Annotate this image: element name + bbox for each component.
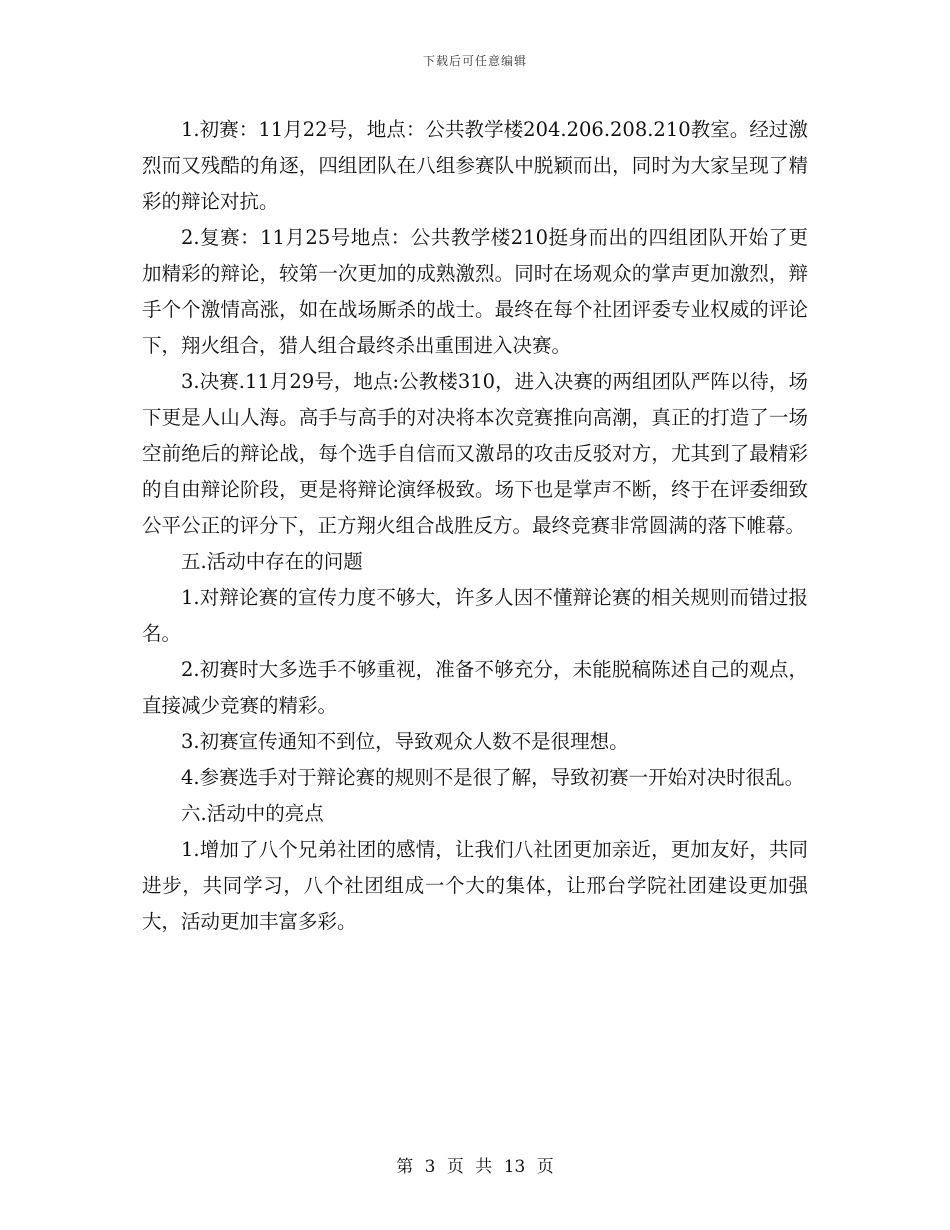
problem-item-4: 4.参赛选手对于辩论赛的规则不是很了解，导致初赛一开始对决时很乱。 (181, 766, 805, 789)
page-header: 下载后可任意编辑 (422, 54, 527, 68)
document-body (142, 112, 808, 940)
paragraph-second-round: 2.复赛：11月25号地点：公共教学楼210挺身而出的四组团队开始了更加精彩的辩论，较第一次更加的成熟激烈。同时在场观众的掌声更加激烈，辩手个个激情高涨，如在战场厮杀的战士。最终在每个社团评委专业权威的评论下，翔火组合，猎人组合最终杀出重围进入决赛。 (142, 226, 808, 357)
section-heading-problems: 五.活动中存在的问题 (181, 550, 363, 573)
problem-item-3: 3.初赛宣传通知不到位，导致观众人数不是很理想。 (181, 730, 629, 753)
section-heading-highlights: 六.活动中的亮点 (181, 802, 324, 825)
problem-item-1: 1.对辩论赛的宣传力度不够大，许多人因不懂辩论赛的相关规则而错过报名。 (142, 586, 808, 645)
problem-item-2: 2.初赛时大多选手不够重视，准备不够充分，未能脱稿陈述自己的观点，直接减少竞赛的精彩。 (142, 658, 808, 717)
page-number-footer: 第 3 页 共 13 页 (396, 1157, 554, 1177)
paragraph-preliminary-round: 1.初赛：11月22号，地点：公共教学楼204.206.208.210教室。经过激烈而又残酷的角逐，四组团队在八组参赛队中脱颖而出，同时为大家呈现了精彩的辩论对抗。 (142, 118, 808, 213)
highlight-item-1: 1.增加了八个兄弟社团的感情，让我们八社团更加亲近，更加友好，共同进步，共同学习，八个社团组成一个大的集体，让邢台学院社团建设更加强大，活动更加丰富多彩。 (142, 838, 808, 933)
paragraph-final-round: 3.决赛.11月29号，地点:公教楼310，进入决赛的两组团队严阵以待，场下更是人山人海。高手与高手的对决将本次竞赛推向高潮，真正的打造了一场空前绝后的辩论战，每个选手自信而又激昂的攻击反驳对方，尤其到了最精彩的自由辩论阶段，更是将辩论演绎极致。场下也是掌声不断，终于在评委细致公平公正的评分下，正方翔火组合战胜反方。最终竞赛非常圆满的落下帷幕。 (142, 370, 808, 537)
